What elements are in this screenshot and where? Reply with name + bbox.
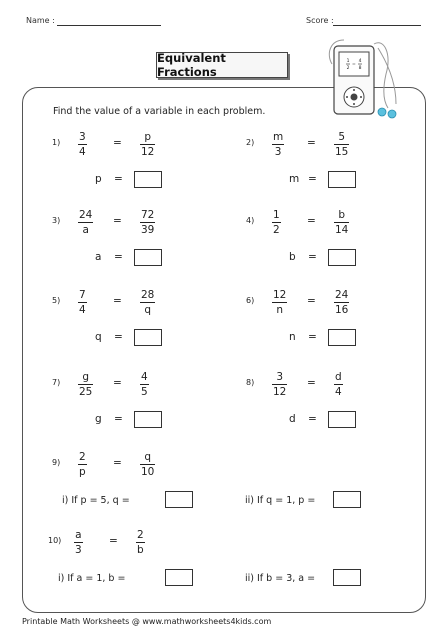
answer-box[interactable] xyxy=(165,491,193,508)
sub-question-1: i) If a = 1, b = xyxy=(58,573,126,584)
right-fraction-bar xyxy=(140,384,149,385)
left-fraction-bar xyxy=(272,302,287,303)
left-fraction-denominator: 2 xyxy=(273,224,280,236)
right-fraction-denominator: 12 xyxy=(141,146,155,158)
right-fraction xyxy=(334,209,349,236)
left-fraction-denominator: 25 xyxy=(79,386,93,398)
right-fraction-denominator: 4 xyxy=(335,386,342,398)
variable-label: n xyxy=(289,331,296,343)
answer-box[interactable] xyxy=(328,171,356,188)
right-fraction xyxy=(140,371,149,398)
right-fraction-numerator: 4 xyxy=(141,371,148,383)
worksheet-title: Equivalent Fractions xyxy=(156,52,288,78)
answer-equals: = xyxy=(308,413,317,425)
right-fraction-bar xyxy=(334,302,349,303)
left-fraction xyxy=(74,529,83,556)
sub-question-2: ii) If b = 3, a = xyxy=(245,573,316,584)
left-fraction-bar xyxy=(78,464,87,465)
variable-label: b xyxy=(289,251,296,263)
answer-equals: = xyxy=(308,251,317,263)
right-fraction-denominator: 5 xyxy=(141,386,148,398)
answer-box[interactable] xyxy=(134,411,162,428)
answer-box[interactable] xyxy=(134,329,162,346)
answer-box[interactable] xyxy=(328,329,356,346)
left-fraction-numerator: 12 xyxy=(273,289,287,301)
equals-sign: = xyxy=(307,215,316,227)
left-fraction-denominator: n xyxy=(276,304,284,316)
left-fraction-bar xyxy=(272,222,281,223)
left-fraction-numerator: m xyxy=(273,131,284,143)
right-fraction-numerator: d xyxy=(335,371,342,383)
left-fraction-numerator: a xyxy=(75,529,82,541)
equals-sign: = xyxy=(307,295,316,307)
left-fraction xyxy=(78,131,87,158)
equals-sign: = xyxy=(307,137,316,149)
answer-equals: = xyxy=(114,331,123,343)
right-fraction xyxy=(140,131,155,158)
left-fraction xyxy=(272,289,287,316)
right-fraction-denominator: 16 xyxy=(335,304,349,316)
left-fraction-numerator: 3 xyxy=(276,371,284,383)
right-fraction-numerator: q xyxy=(144,451,152,463)
right-fraction xyxy=(334,131,349,158)
left-fraction-numerator: g xyxy=(82,371,90,383)
score-label: Score : xyxy=(306,16,334,25)
left-fraction-denominator: 4 xyxy=(79,304,86,316)
left-fraction-bar xyxy=(78,144,87,145)
left-fraction-numerator: 3 xyxy=(79,131,86,143)
answer-box[interactable] xyxy=(333,569,361,586)
variable-label: d xyxy=(289,413,296,425)
answer-box[interactable] xyxy=(165,569,193,586)
right-fraction-numerator: 24 xyxy=(335,289,349,301)
problem-number: 3) xyxy=(52,216,61,225)
left-fraction-denominator: 3 xyxy=(75,544,82,556)
right-fraction-denominator: 15 xyxy=(335,146,349,158)
left-fraction-denominator: p xyxy=(79,466,86,478)
equals-sign: = xyxy=(307,377,316,389)
variable-label: m xyxy=(289,173,300,185)
left-fraction xyxy=(78,371,93,398)
right-fraction-denominator: b xyxy=(137,544,144,556)
variable-label: a xyxy=(95,251,102,263)
variable-label: q xyxy=(95,331,102,343)
music-player-icon xyxy=(322,34,402,126)
left-fraction-bar xyxy=(74,542,83,543)
left-fraction-bar xyxy=(272,144,284,145)
problem-number: 1) xyxy=(52,138,61,147)
answer-equals: = xyxy=(114,173,123,185)
left-fraction-denominator: a xyxy=(82,224,89,236)
answer-box[interactable] xyxy=(328,249,356,266)
right-fraction-bar xyxy=(140,144,155,145)
right-fraction xyxy=(140,209,155,236)
right-fraction-bar xyxy=(334,144,349,145)
footer-text: Printable Math Worksheets @ www.mathworksheets4kids.com xyxy=(22,617,272,626)
left-fraction-bar xyxy=(78,384,93,385)
left-fraction xyxy=(272,131,284,158)
left-fraction-bar xyxy=(78,302,87,303)
left-fraction-numerator: 1 xyxy=(273,209,280,221)
right-fraction-bar xyxy=(140,302,155,303)
equals-sign: = xyxy=(113,295,122,307)
problem-number: 6) xyxy=(246,296,255,305)
left-fraction xyxy=(272,371,287,398)
problem-number: 4) xyxy=(246,216,255,225)
right-fraction-numerator: 5 xyxy=(338,131,346,143)
problem-number: 8) xyxy=(246,378,255,387)
right-fraction xyxy=(140,289,155,316)
screen-frac-left-den: 2 xyxy=(346,66,350,71)
svg-text:=: = xyxy=(352,62,356,67)
left-fraction xyxy=(272,209,281,236)
screen-frac-right-den: 8 xyxy=(358,66,362,71)
right-fraction-bar xyxy=(334,384,343,385)
screen-frac-right-num: 4 xyxy=(358,59,362,64)
equals-sign: = xyxy=(113,137,122,149)
problem-number: 2) xyxy=(246,138,255,147)
right-fraction xyxy=(334,289,349,316)
answer-equals: = xyxy=(114,413,123,425)
sub-question-2: ii) If q = 1, p = xyxy=(245,495,316,506)
equals-sign: = xyxy=(113,215,122,227)
right-fraction-numerator: 28 xyxy=(141,289,155,301)
left-fraction-denominator: 12 xyxy=(273,386,287,398)
right-fraction xyxy=(334,371,343,398)
right-fraction-bar xyxy=(136,542,145,543)
right-fraction-numerator: b xyxy=(338,209,346,221)
left-fraction-numerator: 24 xyxy=(79,209,93,221)
problem-number: 7) xyxy=(52,378,61,387)
name-line[interactable] xyxy=(57,25,161,26)
equals-sign: = xyxy=(113,377,122,389)
equals-sign: = xyxy=(109,535,118,547)
left-fraction-numerator: 2 xyxy=(79,451,86,463)
right-fraction-numerator: 2 xyxy=(137,529,144,541)
left-fraction-denominator: 3 xyxy=(274,146,282,158)
problem-number: 9) xyxy=(52,458,61,467)
right-fraction-denominator: 10 xyxy=(141,466,155,478)
answer-box[interactable] xyxy=(134,171,162,188)
left-fraction-numerator: 7 xyxy=(79,289,86,301)
right-fraction-numerator: p xyxy=(144,131,152,143)
variable-label: g xyxy=(95,413,102,425)
right-fraction-numerator: 72 xyxy=(141,209,155,221)
answer-box[interactable] xyxy=(333,491,361,508)
sub-question-1: i) If p = 5, q = xyxy=(62,495,130,506)
right-fraction xyxy=(140,451,155,478)
right-fraction-denominator: 14 xyxy=(335,224,349,236)
screen-frac-left-num: 1 xyxy=(346,59,350,64)
problem-number: 10) xyxy=(48,536,62,545)
answer-equals: = xyxy=(308,173,317,185)
answer-box[interactable] xyxy=(134,249,162,266)
right-fraction-bar xyxy=(140,464,155,465)
left-fraction xyxy=(78,451,87,478)
left-fraction-bar xyxy=(78,222,93,223)
right-fraction xyxy=(136,529,145,556)
answer-box[interactable] xyxy=(328,411,356,428)
name-label: Name : xyxy=(26,16,55,25)
score-line[interactable] xyxy=(333,25,421,26)
left-fraction xyxy=(78,289,87,316)
right-fraction-denominator: q xyxy=(144,304,152,316)
left-fraction-bar xyxy=(272,384,287,385)
answer-equals: = xyxy=(114,251,123,263)
equals-sign: = xyxy=(113,457,122,469)
right-fraction-bar xyxy=(140,222,155,223)
right-fraction-bar xyxy=(334,222,349,223)
left-fraction-denominator: 4 xyxy=(79,146,86,158)
variable-label: p xyxy=(95,173,102,185)
problem-number: 5) xyxy=(52,296,61,305)
instruction-text: Find the value of a variable in each problem. xyxy=(53,106,266,117)
left-fraction xyxy=(78,209,93,236)
answer-equals: = xyxy=(308,331,317,343)
right-fraction-denominator: 39 xyxy=(141,224,155,236)
